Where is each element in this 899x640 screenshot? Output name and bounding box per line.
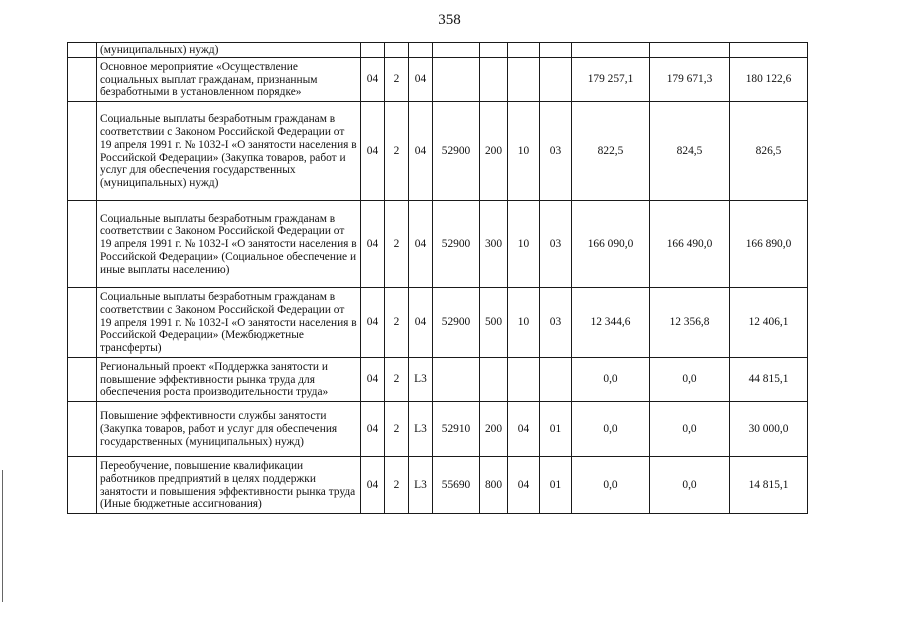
code-cell xyxy=(540,58,572,102)
row-name-cell: Переобучение, повышение квалификации работников предприятий в целях поддержки занятости и повышения эффективности рынка труда (Иные бюджетные ассигнования) xyxy=(97,457,361,514)
code-cell: 04 xyxy=(508,457,540,514)
code-cell: 04 xyxy=(361,102,385,201)
amount-cell: 0,0 xyxy=(650,457,730,514)
code-cell: 10 xyxy=(508,201,540,288)
code-cell: 2 xyxy=(385,102,409,201)
code-cell: 2 xyxy=(385,358,409,402)
code-cell: 2 xyxy=(385,457,409,514)
code-cell: 04 xyxy=(409,102,433,201)
row-name-cell: Повышение эффективности службы занятости (Закупка товаров, работ и услуг для обеспечения государственных (муниципальных) нужд) xyxy=(97,402,361,457)
code-cell xyxy=(409,43,433,58)
code-cell: 200 xyxy=(480,402,508,457)
code-cell xyxy=(540,43,572,58)
row-number-cell xyxy=(68,457,97,514)
code-cell: 04 xyxy=(508,402,540,457)
amount-cell: 166 090,0 xyxy=(572,201,650,288)
row-name-cell: (муниципальных) нужд) xyxy=(97,43,361,58)
amount-cell: 12 344,6 xyxy=(572,288,650,358)
code-cell xyxy=(361,43,385,58)
scan-margin-line xyxy=(2,470,3,602)
code-cell: 500 xyxy=(480,288,508,358)
amount-cell: 0,0 xyxy=(572,457,650,514)
code-cell: 2 xyxy=(385,402,409,457)
amount-cell xyxy=(650,43,730,58)
code-cell xyxy=(433,358,480,402)
code-cell: 2 xyxy=(385,58,409,102)
amount-cell: 0,0 xyxy=(572,358,650,402)
amount-cell: 12 406,1 xyxy=(730,288,808,358)
code-cell: 03 xyxy=(540,102,572,201)
code-cell: 10 xyxy=(508,102,540,201)
row-number-cell xyxy=(68,288,97,358)
amount-cell: 822,5 xyxy=(572,102,650,201)
row-name-cell: Социальные выплаты безработным гражданам в соответствии с Законом Российской Федерации от 19 апреля 1991 г. № 1032-I «О занятости населения в Российской Федерации» (Закупка товаров, работ и услуг для обеспечения государственных (муниципальных) нужд) xyxy=(97,102,361,201)
row-name-cell: Социальные выплаты безработным гражданам в соответствии с Законом Российской Федерации от 19 апреля 1991 г. № 1032-I «О занятости населения в Российской Федерации» (Межбюджетные трансферты) xyxy=(97,288,361,358)
amount-cell xyxy=(730,43,808,58)
code-cell: 2 xyxy=(385,201,409,288)
amount-cell xyxy=(572,43,650,58)
code-cell xyxy=(385,43,409,58)
code-cell: 04 xyxy=(361,58,385,102)
code-cell: 52900 xyxy=(433,102,480,201)
row-name-cell: Социальные выплаты безработным гражданам в соответствии с Законом Российской Федерации от 19 апреля 1991 г. № 1032-I «О занятости населения в Российской Федерации» (Социальное обеспечение и иные выплаты населению) xyxy=(97,201,361,288)
amount-cell: 824,5 xyxy=(650,102,730,201)
table-row xyxy=(68,288,808,358)
row-number-cell xyxy=(68,201,97,288)
amount-cell: 0,0 xyxy=(572,402,650,457)
row-number-cell xyxy=(68,402,97,457)
code-cell: L3 xyxy=(409,457,433,514)
amount-cell: 180 122,6 xyxy=(730,58,808,102)
code-cell: 04 xyxy=(361,288,385,358)
amount-cell: 179 671,3 xyxy=(650,58,730,102)
amount-cell: 30 000,0 xyxy=(730,402,808,457)
code-cell xyxy=(480,58,508,102)
budget-table xyxy=(67,42,808,514)
code-cell xyxy=(540,358,572,402)
table-row xyxy=(68,102,808,201)
code-cell: 04 xyxy=(409,201,433,288)
amount-cell: 166 890,0 xyxy=(730,201,808,288)
amount-cell: 0,0 xyxy=(650,402,730,457)
row-name-cell: Региональный проект «Поддержка занятости и повышение эффективности рынка труда для обеспечения роста производительности труда» xyxy=(97,358,361,402)
code-cell xyxy=(433,43,480,58)
code-cell xyxy=(433,58,480,102)
row-number-cell xyxy=(68,358,97,402)
code-cell: 800 xyxy=(480,457,508,514)
code-cell: 03 xyxy=(540,201,572,288)
table-row xyxy=(68,43,808,58)
code-cell: 300 xyxy=(480,201,508,288)
table-row xyxy=(68,358,808,402)
code-cell xyxy=(480,43,508,58)
code-cell: L3 xyxy=(409,358,433,402)
row-name-cell: Основное мероприятие «Осуществление социальных выплат гражданам, признанным безработными в установленном порядке» xyxy=(97,58,361,102)
table-row xyxy=(68,58,808,102)
table-row xyxy=(68,201,808,288)
row-number-cell xyxy=(68,58,97,102)
code-cell: 04 xyxy=(409,288,433,358)
page-number: 358 xyxy=(438,12,461,28)
code-cell: 04 xyxy=(361,457,385,514)
code-cell xyxy=(508,43,540,58)
table-body xyxy=(68,43,808,514)
code-cell: 01 xyxy=(540,457,572,514)
code-cell: 01 xyxy=(540,402,572,457)
code-cell: 10 xyxy=(508,288,540,358)
code-cell: 200 xyxy=(480,102,508,201)
amount-cell: 826,5 xyxy=(730,102,808,201)
code-cell: 04 xyxy=(409,58,433,102)
code-cell: 04 xyxy=(361,201,385,288)
amount-cell: 166 490,0 xyxy=(650,201,730,288)
table-row xyxy=(68,457,808,514)
amount-cell: 12 356,8 xyxy=(650,288,730,358)
row-number-cell xyxy=(68,102,97,201)
amount-cell: 0,0 xyxy=(650,358,730,402)
code-cell: 52900 xyxy=(433,201,480,288)
code-cell: 04 xyxy=(361,402,385,457)
amount-cell: 44 815,1 xyxy=(730,358,808,402)
code-cell: 04 xyxy=(361,358,385,402)
amount-cell: 179 257,1 xyxy=(572,58,650,102)
code-cell: L3 xyxy=(409,402,433,457)
code-cell: 03 xyxy=(540,288,572,358)
amount-cell: 14 815,1 xyxy=(730,457,808,514)
code-cell xyxy=(480,358,508,402)
code-cell: 2 xyxy=(385,288,409,358)
code-cell: 52910 xyxy=(433,402,480,457)
code-cell xyxy=(508,358,540,402)
code-cell: 55690 xyxy=(433,457,480,514)
code-cell: 52900 xyxy=(433,288,480,358)
table-row xyxy=(68,402,808,457)
code-cell xyxy=(508,58,540,102)
row-number-cell xyxy=(68,43,97,58)
